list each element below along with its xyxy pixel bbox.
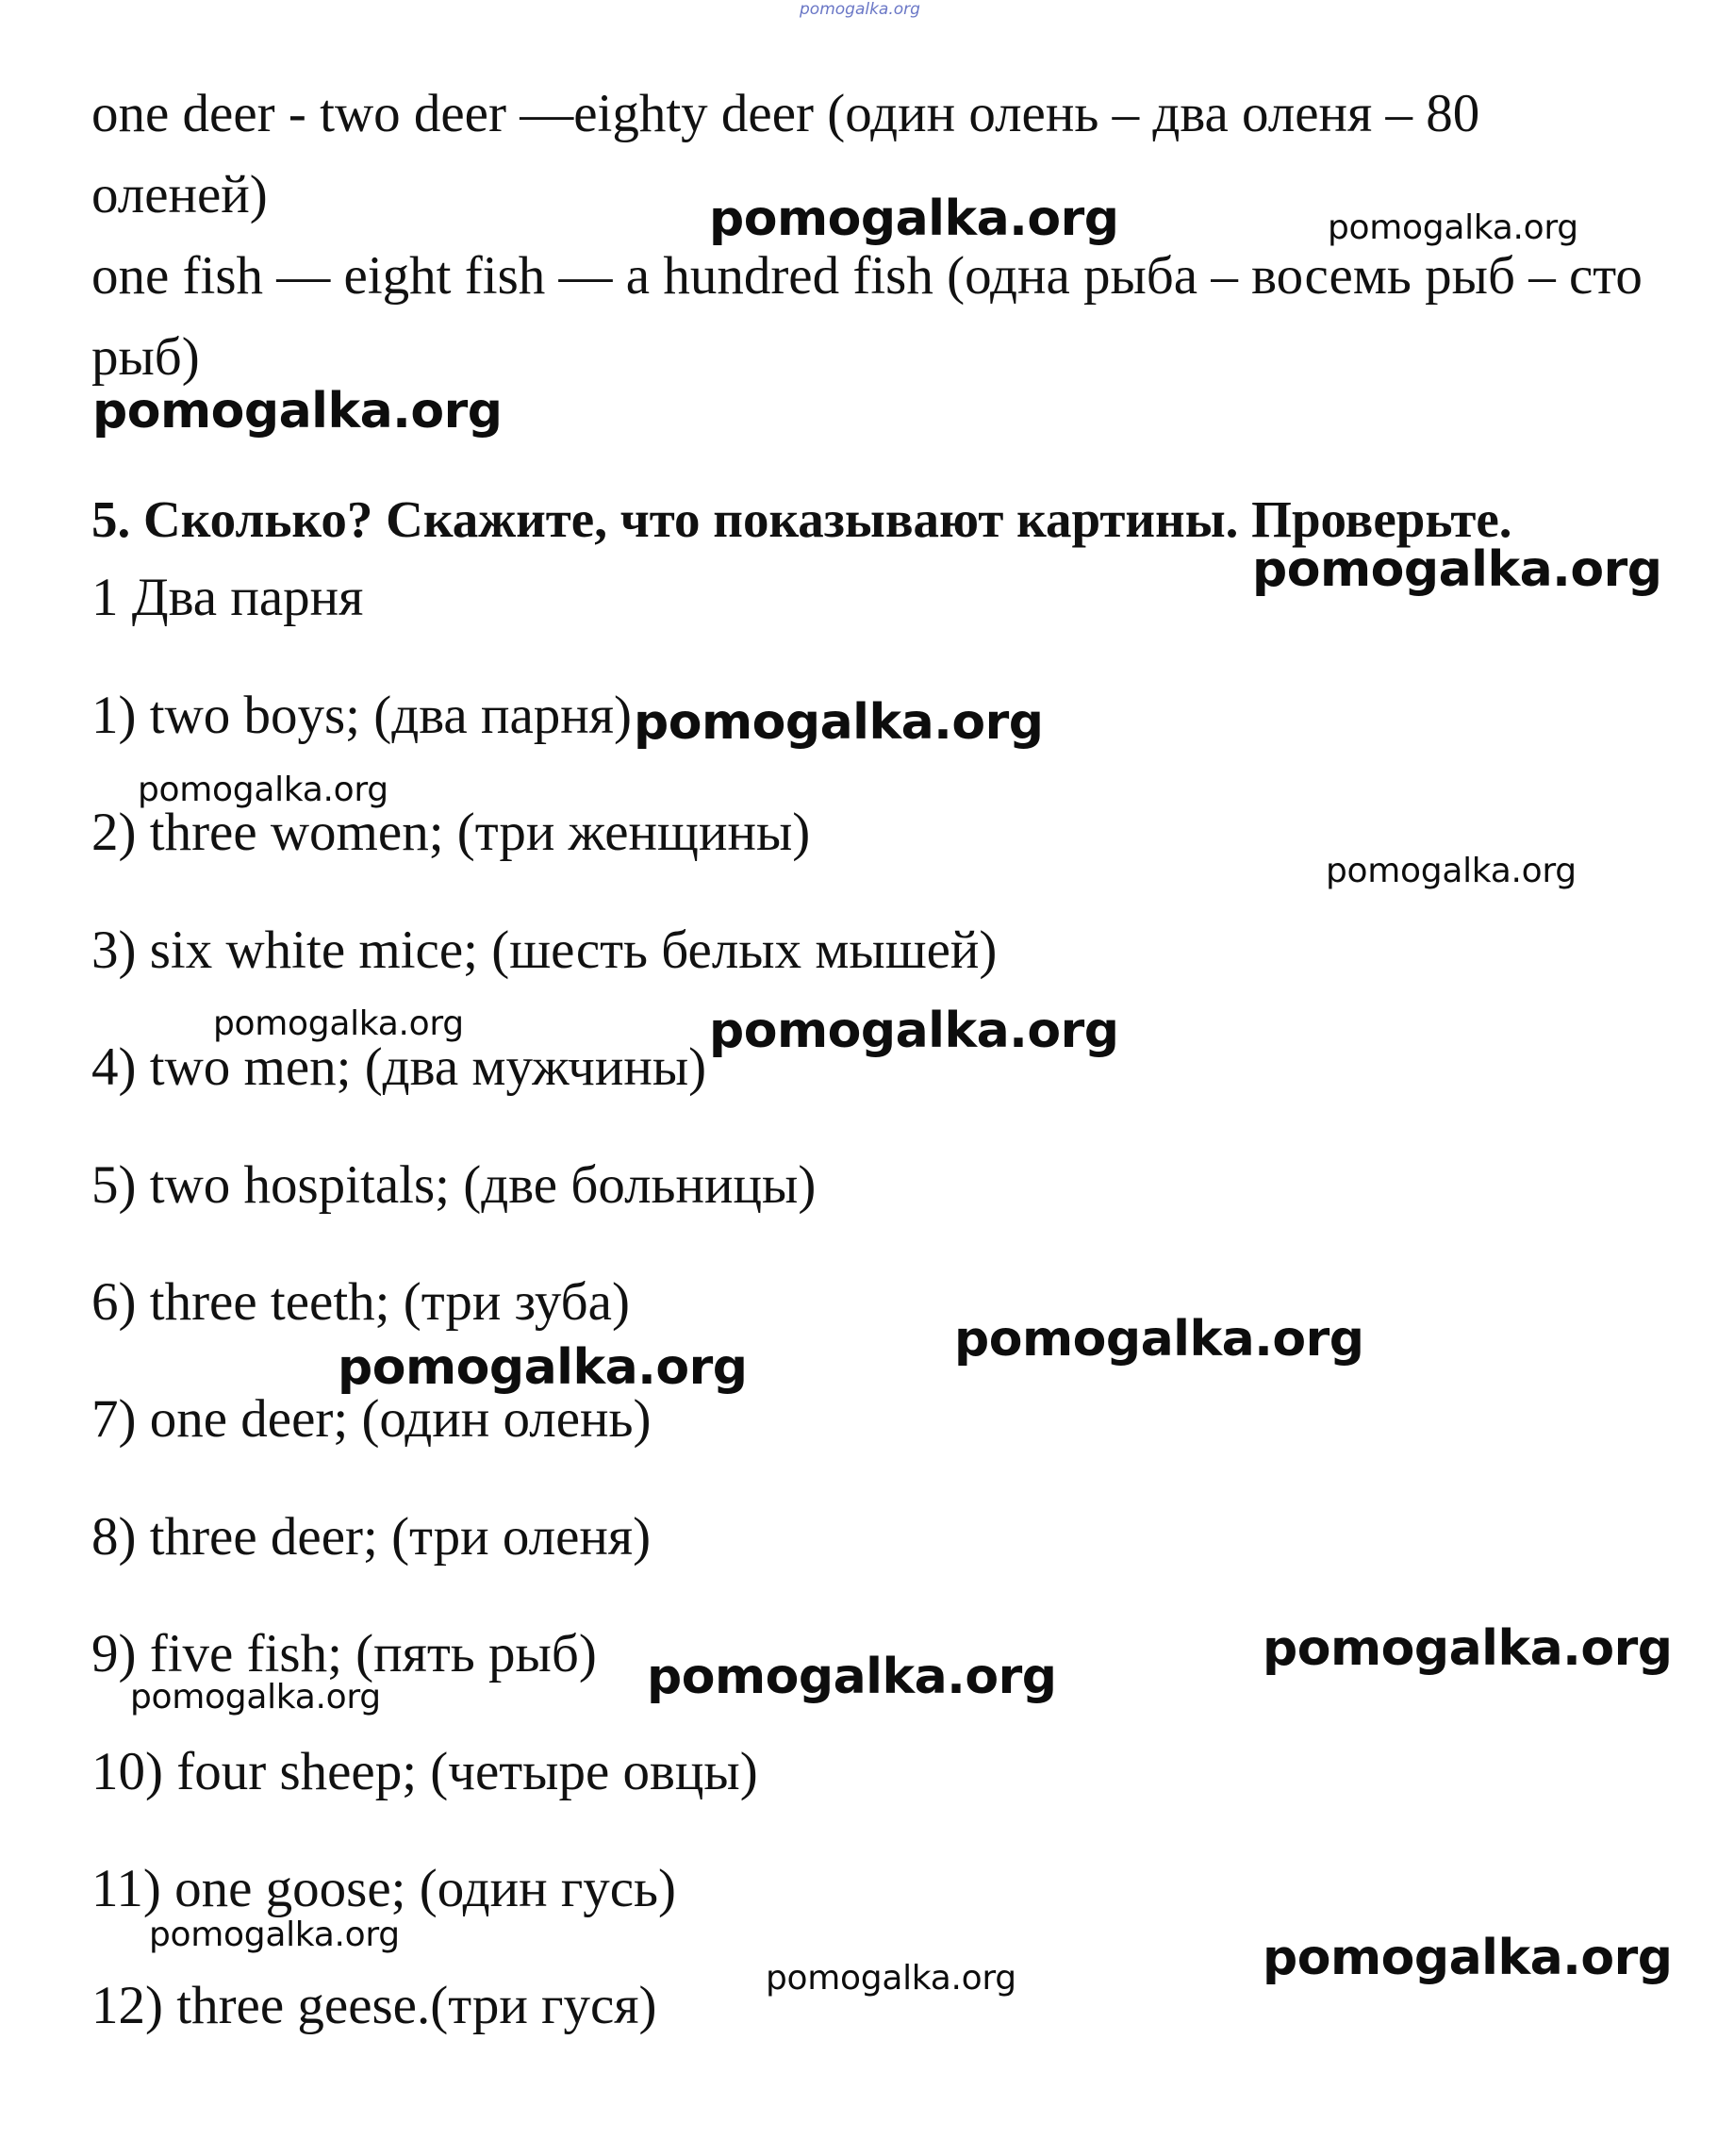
watermark: pomogalka.org: [1263, 1930, 1673, 1986]
answer-line: 8) three deer; (три оленя): [91, 1507, 652, 1567]
watermark: pomogalka.org: [138, 771, 388, 809]
answer-line: 1) two boys; (два парня): [91, 686, 632, 745]
watermark: pomogalka.org: [954, 1311, 1364, 1368]
answer-line: 11) one goose; (один гусь): [91, 1859, 676, 1918]
answer-line: 5) two hospitals; (две больницы): [91, 1155, 817, 1215]
answer-line: 3) six white mice; (шесть белых мышей): [91, 920, 998, 980]
answer-line: 12) three geese.(три гуся): [91, 1976, 657, 2035]
watermark: pomogalka.org: [92, 383, 503, 439]
watermark: pomogalka.org: [1328, 208, 1578, 247]
answer-line: 4) two men; (два мужчины): [91, 1037, 707, 1097]
answer-line: 6) three teeth; (три зуба): [91, 1272, 630, 1332]
watermark: pomogalka.org: [766, 1959, 1016, 1998]
text-line-fish: one fish — eight fish — a hundred fish (одна рыба – восемь рыб – сто: [91, 246, 1643, 306]
watermark: pomogalka.org: [213, 1004, 464, 1043]
watermark-top: pomogalka.org: [800, 0, 920, 19]
watermark: pomogalka.org: [1263, 1620, 1673, 1677]
watermark: pomogalka.org: [149, 1916, 400, 1954]
watermark: pomogalka.org: [647, 1649, 1057, 1705]
watermark: pomogalka.org: [634, 694, 1044, 751]
watermark: pomogalka.org: [130, 1678, 381, 1717]
exercise-heading: 5. Сколько? Скажите, что показывают картины. Проверьте.: [91, 490, 1512, 548]
answer-line: 7) one deer; (один олень): [91, 1389, 652, 1449]
watermark: pomogalka.org: [338, 1339, 748, 1396]
text-line-fish-cont: рыб): [91, 327, 200, 387]
text-line-deer-cont: оленей): [91, 165, 268, 224]
answer-line: 10) four sheep; (четыре овцы): [91, 1742, 758, 1801]
watermark: pomogalka.org: [1326, 852, 1577, 890]
answer-line: 2) three women; (три женщины): [91, 803, 811, 862]
answer-line: 9) five fish; (пять рыб): [91, 1624, 597, 1683]
intro-line: 1 Два парня: [91, 568, 364, 627]
watermark: pomogalka.org: [1252, 541, 1662, 598]
text-line-deer: one deer - two deer —eighty deer (один олень – два оленя – 80: [91, 84, 1480, 143]
watermark: pomogalka.org: [709, 191, 1119, 247]
watermark: pomogalka.org: [709, 1003, 1119, 1059]
